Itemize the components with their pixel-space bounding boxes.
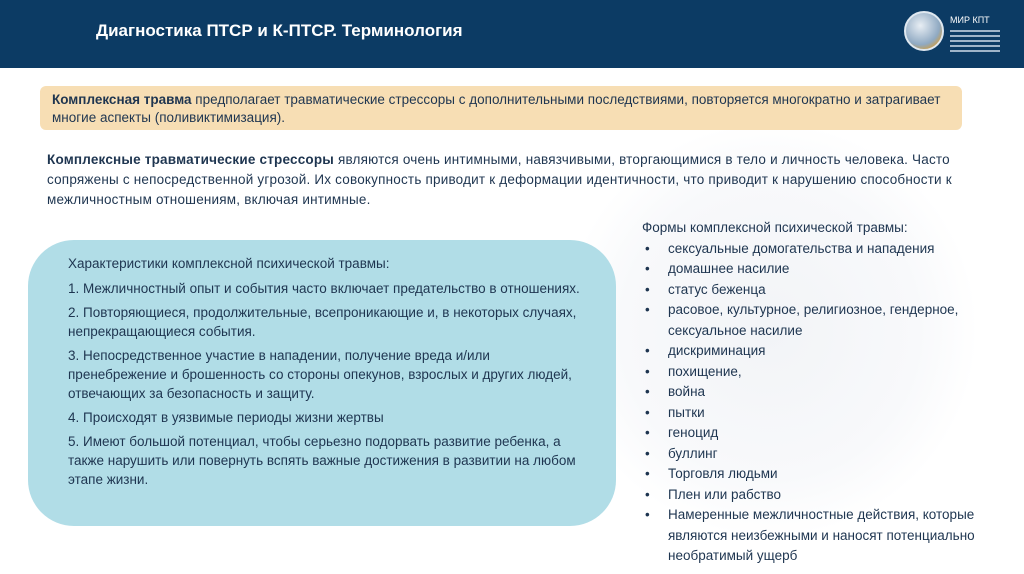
form-item: • статус беженца (642, 280, 1002, 301)
form-item: • дискриминация (642, 341, 1002, 362)
characteristic-item: 5. Имеют большой потенциал, чтобы серьезно подорвать развитие ребенка, а также нарушить или повернуть вспять важные достижения в развитии на любом этапе жизни. (68, 434, 576, 487)
logo (904, 10, 1000, 52)
characteristic-item: 4. Происходят в уязвимые периоды жизни жертвы (68, 410, 384, 425)
definition-text: предполагает травматические стрессоры с дополнительными последствиями, повторяется многократно и затрагивает многие аспекты (поливиктимизация). (52, 92, 941, 125)
form-item: • Намеренные межличностные действия, которые являются неизбежными и наносят потенциально необратимый ущерб (642, 505, 1002, 567)
form-item: • Плен или рабство (642, 485, 1002, 506)
form-item: • пытки (642, 403, 1002, 424)
stressors-term: Комплексные травматические стрессоры (47, 152, 335, 167)
header-bar (0, 0, 1024, 68)
forms-list (642, 218, 1002, 567)
characteristic-item: 3. Непосредственное участие в нападении, получение вреда и/или пренебрежение и брошенность со стороны опекунов, взрослых и других людей, отвечающих за безопасность и защиту. (68, 348, 572, 401)
stressors-text: являются очень интимными, навязчивыми, вторгающимися в тело и личность человека. Часто сопряжены с непосредственной угрозой. Их совокупность приводит к деформации идентичности, что приводит к нарушению способности к межличностным отношениям, включая интимные. (47, 152, 952, 207)
stressors-paragraph (47, 150, 967, 210)
form-item: • расовое, культурное, религиозное, гендерное, сексуальное насилие (642, 300, 1002, 341)
characteristic-item: 2. Повторяющиеся, продолжительные, всепроникающие и, в некоторых случаях, непрекращающиеся события. (68, 305, 577, 339)
characteristics-box (28, 240, 616, 526)
page-title: Диагностика ПТСР и К-ПТСР. Терминология (96, 21, 463, 40)
definition-box (40, 86, 962, 130)
logo-globe-icon (904, 11, 944, 51)
forms-title: Формы комплексной психической травмы: (642, 220, 908, 235)
characteristic-item: 1. Межличностный опыт и события часто включает предательство в отношениях. (68, 281, 580, 296)
form-item: • сексуальные домогательства и нападения (642, 239, 1002, 260)
logo-text: МИР КПТ (950, 15, 990, 25)
form-item: • Торговля людьми (642, 464, 1002, 485)
form-item: • домашнее насилие (642, 259, 1002, 280)
definition-term: Комплексная травма (52, 92, 192, 107)
logo-subtitle (950, 30, 1000, 52)
form-item: • буллинг (642, 444, 1002, 465)
characteristics-title: Характеристики комплексной психической травмы: (68, 256, 390, 271)
form-item: • похищение, (642, 362, 1002, 383)
form-item: • война (642, 382, 1002, 403)
form-item: • геноцид (642, 423, 1002, 444)
